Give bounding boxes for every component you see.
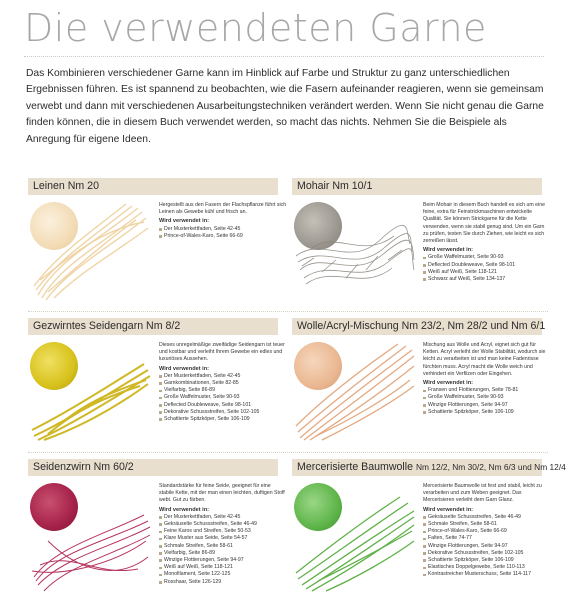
yarn-name: Mercerisierte Baumwolle [297,461,413,473]
yarn-card-seidenzwirn [28,459,290,601]
yarn-name: Gezwirntes Seidengarn Nm 8/2 [33,320,181,332]
yarn-name-suffix: Nm 12/2, Nm 30/2, Nm 6/3 und Nm 12/4 [415,462,566,472]
used-in-item: Deflected Doubleweave, Seite 98-101 [423,262,547,269]
yarn-description: Standardstärke für feine Seide, geeignet für eine stabile Kette, mit der man einen leichten, duftigen Stoff webt. Gut zu färben. Wird verwendet in: Der Musterkettfaden, Seite 42-45 Gekräuselte Schussstreifen, Seite 46-49 Feine Karos und Streifen, Seite 50-53 Klare Muster aus Seide, Seite 54-57 Schmale Streifen, Seite 58-61 Vielfarbig, Seite 86-89 Winzige Flottierungen, Seite 94-97 Weiß auf Weiß, Seite 118-121 Monofilament, Seite 122-125 Rosshaar, Seite 126-129 [159,483,287,586]
used-in-item: Elastisches Doppelgewebe, Seite 110-113 [423,564,547,571]
used-in-item: Klare Muster aus Seide, Seite 54-57 [159,535,287,542]
yarn-photo [292,340,417,446]
used-in-item: Gekräuselte Schussstreifen, Seite 46-49 [423,514,547,521]
used-in-list [159,226,287,240]
yarn-name: Leinen Nm 20 [33,180,99,192]
used-in-item: Kontrastreicher Musterschuss, Seite 114-117 [423,571,547,578]
used-in-item: Prince-of-Wales-Karo, Seite 66-69 [159,233,287,240]
used-in-item: Garnkombinationen, Seite 82-85 [159,380,287,387]
used-in-item: Monofilament, Seite 122-125 [159,571,287,578]
used-in-item: Dekorative Schussstreifen, Seite 102-105 [423,550,547,557]
used-in-item: Schattierte Spitzköper, Seite 106-109 [423,557,547,564]
yarn-card-header [292,178,542,195]
yarn-photo [292,481,417,599]
yarn-card-leinen [28,178,290,308]
page-title: Die verwendeten Garne [24,6,487,50]
used-in-list [423,514,547,579]
used-in-item: Weiß auf Weiß, Seite 118-121 [159,564,287,571]
used-in-list [423,387,547,416]
used-in-item: Schmale Streifen, Seite 58-61 [423,521,547,528]
intro-paragraph: Das Kombinieren verschiedener Garne kann im Hinblick auf Farbe und Struktur zu ganz unterschiedlichen Ergebnissen führen. Es ist spannend zu beobachten, wie die Fasern aufeinander reagieren, wenn sie gemeinsam verwebt und dann mit verschiedenen Ausarbeitungstechniken verändert werden. Wenn Sie nicht genau die Garne finden können, die in diesem Buch verwendet werden, so macht das nichts. Nehmen Sie die Beispiele als Anregung für eigene Ideen. [26,68,544,145]
used-in-item: Winzige Flottierungen, Seite 94-97 [423,402,547,409]
yarn-name: Mohair Nm 10/1 [297,180,373,192]
used-in-label: Wird verwendet in: [423,506,473,513]
used-in-item: Feine Karos und Streifen, Seite 50-53 [159,528,287,535]
yarn-photo [28,200,153,306]
yarn-name: Wolle/Acryl-Mischung Nm 23/2, Nm 28/2 und Nm 6/1 [297,320,546,332]
used-in-label: Wird verwendet in: [159,365,209,372]
yarn-name: Seidenzwirn Nm 60/2 [33,461,134,473]
used-in-item: Weiß auf Weiß, Seite 118-121 [423,269,547,276]
yarn-card-header [292,459,566,476]
yarn-card-seidengarn [28,318,290,448]
used-in-label: Wird verwendet in: [423,247,473,254]
used-in-item: Der Musterkettfaden, Seite 42-45 [159,514,287,521]
row-divider [28,311,548,312]
yarn-description: Beim Mohair in diesem Buch handelt es sich um eine feine, extra für Feinstrickmaschinen entwickelte Qualität. Sie können Strickgarne für die Kette verwenden, wenn sie stabil genug sind. Um ein Garn zu prüfen, testen Sie durch Ziehen, wie leicht es sich zerreißen lässt. Wird verwendet in: Große Waffelmuster, Seite 90-93 Deflected Doubleweave, Seite 98-101 Weiß auf Weiß, Seite 118-121 Schwarz auf Weiß, Seite 134-137 [423,202,547,283]
used-in-item: Der Musterkettfaden, Seite 42-45 [159,226,287,233]
used-in-item: Große Waffelmuster, Seite 90-93 [159,394,287,401]
used-in-item: Der Musterkettfaden, Seite 42-45 [159,373,287,380]
used-in-item: Große Waffelmuster, Seite 90-93 [423,394,547,401]
yarn-card-mohair [292,178,550,308]
yarn-card-header [292,318,546,335]
used-in-item: Schattierte Spitzköper, Seite 106-109 [423,409,547,416]
used-in-item: Schmale Streifen, Seite 58-61 [159,543,287,550]
used-in-list [423,254,547,283]
row-divider [28,452,548,453]
yarn-card-wolle-acryl [292,318,550,448]
yarn-card-baumwolle [292,459,566,601]
yarn-description: Mischung aus Wolle und Acryl, eignet sich gut für Ketten. Acryl verleiht der Wolle Stabilität, wodurch sie leicht zu verarbeiten ist und man keine Fadenrisse fürchten muss. Acryl macht die Wolle weich und verhindert ein Verfilzen oder Eingehen. Wird verwendet in: Fransen und Flottierungen, Seite 78-81 Große Waffelmuster, Seite 90-93 Winzige Flottierungen, Seite 94-97 Schattierte Spitzköper, Seite 106-109 [423,342,546,415]
yarn-card-header [28,459,278,476]
yarn-description: Hergestellt aus den Fasern der Flachspflanze führt sich Leinen als Gewebe kühl und frisch an. Wird verwendet in: Der Musterkettfaden, Seite 42-45 Prince-of-Wales-Karo, Seite 66-69 [159,202,287,239]
used-in-item: Falten, Seite 74-77 [423,535,547,542]
used-in-item: Fransen und Flottierungen, Seite 78-81 [423,387,547,394]
used-in-label: Wird verwendet in: [423,380,473,387]
used-in-list [159,514,287,586]
yarn-photo [28,481,153,599]
yarn-photo [28,340,153,446]
used-in-list [159,373,287,423]
used-in-item: Vielfarbig, Seite 86-89 [159,550,287,557]
used-in-item: Winzige Flottierungen, Seite 94-97 [423,543,547,550]
used-in-item: Schwarz auf Weiß, Seite 134-137 [423,276,547,283]
used-in-item: Gekräuselte Schussstreifen, Seite 46-49 [159,521,287,528]
yarn-description: Mercerisierte Baumwolle ist fest und stabil, leicht zu verarbeiten und zum Weben geeignet. Das Mercerisieren verleiht dem Garn Glanz. Wird verwendet in: Gekräuselte Schussstreifen, Seite 46-49 Schmale Streifen, Seite 58-61 Prince-of-Wales-Karo, Seite 66-69 Falten, Seite 74-77 Winzige Flottierungen, Seite 94-97 Dekorative Schussstreifen, Seite 102-105 Schattierte Spitzköper, Seite 106-109 Elastisches Doppelgewebe, Seite 110-113 Kontrastreicher Musterschuss, Seite 114-117 [423,483,547,579]
used-in-item: Winzige Flottierungen, Seite 94-97 [159,557,287,564]
used-in-item: Deflected Doubleweave, Seite 98-101 [159,402,287,409]
used-in-item: Schattierte Spitzköper, Seite 106-109 [159,416,287,423]
title-rule [24,56,544,57]
used-in-item: Große Waffelmuster, Seite 90-93 [423,254,547,261]
yarn-photo [292,200,417,306]
used-in-item: Prince-of-Wales-Karo, Seite 66-69 [423,528,547,535]
yarn-description: Dieses unregelmäßige zweifädige Seidengarn ist teuer und kostbar und verleiht Ihrem Gewebe ein edles und luxuriöses Aussehen. Wird verwendet in: Der Musterkettfaden, Seite 42-45 Garnkombinationen, Seite 82-85 Vielfarbig, Seite 86-89 Große Waffelmuster, Seite 90-93 Deflected Doubleweave, Seite 98-101 Dekorative Schussstreifen, Seite 102-105 Schattierte Spitzköper, Seite 106-109 [159,342,287,423]
used-in-label: Wird verwendet in: [159,506,209,513]
used-in-item: Vielfarbig, Seite 86-89 [159,387,287,394]
yarn-card-header [28,318,278,335]
used-in-item: Dekorative Schussstreifen, Seite 102-105 [159,409,287,416]
used-in-item: Rosshaar, Seite 126-129 [159,579,287,586]
yarn-card-header [28,178,278,195]
used-in-label: Wird verwendet in: [159,218,209,225]
